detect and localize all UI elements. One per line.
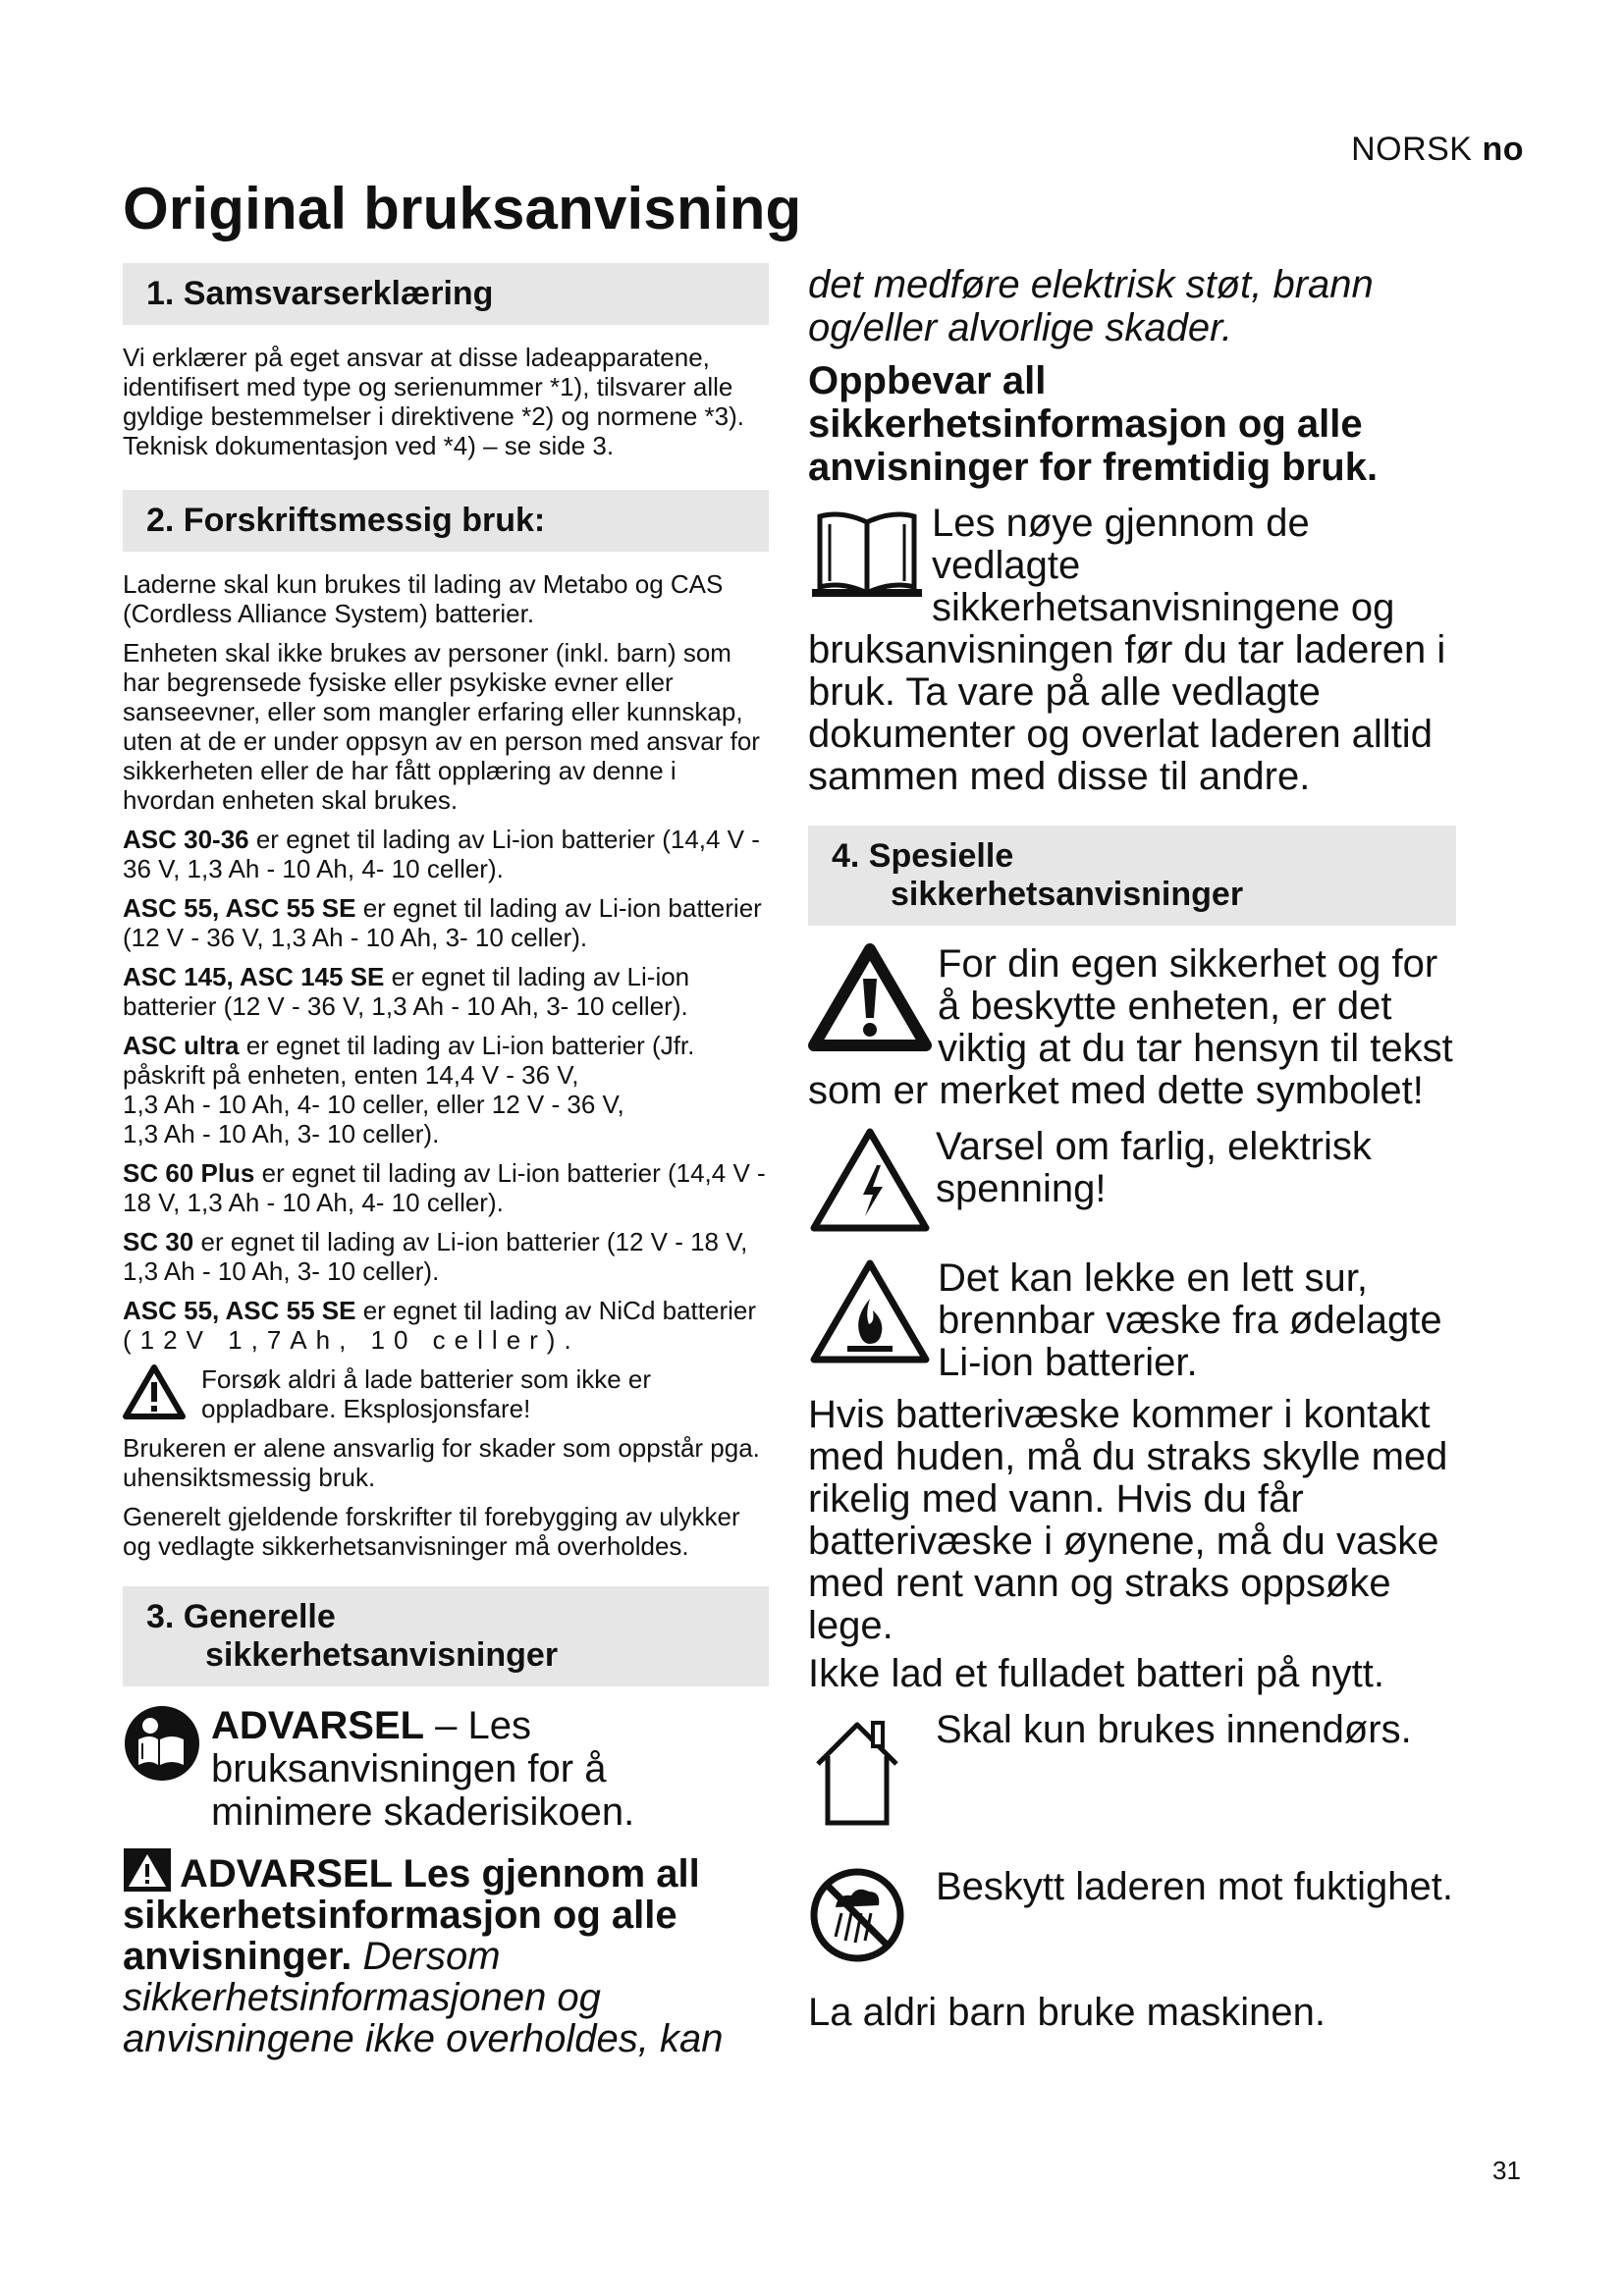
section-4-heading-rest: sikkerhetsanvisninger	[891, 876, 1244, 913]
warning-exclamation-icon	[123, 1847, 172, 1893]
model-paragraph	[123, 825, 769, 883]
warning-exclamation-icon	[123, 1364, 186, 1419]
model-name: ASC 30-36	[123, 825, 249, 854]
model-paragraph	[123, 893, 769, 952]
section-2-heading: 2. Forskriftsmessig bruk:	[123, 490, 769, 552]
section-4-heading-num: 4. Spesielle	[832, 837, 1014, 875]
model-paragraph	[123, 962, 769, 1021]
explosion-warning-text: Forsøk aldri å lade batterier som ikke er oppladbare. Eksplosjonsfare!	[201, 1364, 652, 1423]
indoor-use-note	[808, 1709, 1456, 1827]
advarsel-2-italic: Dersom sikkerhetsinformasjonen og anvisningene ikke overholdes, kan	[123, 1935, 724, 2060]
manual-book-icon	[808, 503, 926, 601]
safety-symbol-text: For din egen sikkerhet og for å beskytte enheten, er det viktig at du tar hensyn til tekst som er merket med dette symbolet!	[808, 942, 1453, 1112]
continued-italic: det medføre elektrisk støt, brann og/eller alvorlige skader.	[808, 263, 1374, 349]
model-paragraph	[123, 1296, 769, 1325]
section-3-heading-rest: sikkerhetsanvisninger	[205, 1636, 559, 1674]
right-column	[808, 263, 1456, 2040]
advarsel-1-text: – Les bruksanvisningen for å minimere skaderisikoen.	[211, 1704, 635, 1834]
section-3-heading-num: 3. Generelle	[146, 1598, 336, 1635]
children-note: La aldri barn bruke maskinen.	[808, 1991, 1326, 2034]
explosion-warning	[123, 1364, 769, 1423]
language-label	[1351, 131, 1524, 169]
model-text: er egnet til lading av Li-ion batterier (12 V - 36 V, 1,3 Ah - 10 Ah, 3- 10 celler).	[123, 893, 762, 952]
advarsel-read-manual	[123, 1704, 769, 1834]
model-name: SC 30	[123, 1227, 194, 1256]
no-recharge-note: Ikke lad et fulladet batteri på nytt.	[808, 1652, 1385, 1695]
section-2-p4: Generelt gjeldende forskrifter til forebygging av ulykker og vedlagte sikkerhetsanvisninger må overholdes.	[123, 1502, 740, 1561]
read-manual-icon	[123, 1704, 201, 1783]
page-title: Original bruksanvisning	[123, 176, 802, 241]
voltage-warning-text: Varsel om farlig, elektrisk spenning!	[936, 1125, 1372, 1210]
language-name: NORSK	[1351, 131, 1473, 168]
warning-exclamation-icon	[808, 943, 932, 1051]
section-3-heading	[123, 1586, 769, 1686]
model-text: er egnet til lading av Li-ion batterier (14,4 V - 18 V, 1,3 Ah - 10 Ah, 4- 10 celler).	[123, 1158, 766, 1217]
advarsel-1-bold: ADVARSEL	[211, 1704, 425, 1747]
no-rain-icon	[808, 1866, 936, 1964]
left-column	[123, 263, 769, 2059]
read-documents-text: Les nøye gjennom de vedlagte sikkerhetsanvisningene og bruksanvisningen før du tar laderen i bruk. Ta vare på alle vedlagte dokumenter og overlat laderen alltid sammen med disse til andre.	[808, 502, 1446, 798]
model-text: er egnet til lading av Li-ion batterier (12 V - 36 V, 1,3 Ah - 10 Ah, 3- 10 celler).	[123, 962, 690, 1021]
section-1-heading: 1. Samsvarserklæring	[123, 263, 769, 325]
advarsel-2-bold: ADVARSEL Les gjennom all sikkerhetsinformasjon og alle anvisninger.	[123, 1852, 700, 1978]
section-1-text: Vi erklærer på eget ansvar at disse ladeapparatene, identifisert med type og serienummer *1), tilsvarer alle gyldige bestemmelser i direktivene *2) og normene *3). Teknisk dokumentasjon ved *4) – se side 3.	[123, 343, 744, 460]
safety-symbol-note	[808, 943, 1456, 1112]
model-paragraph	[123, 1158, 769, 1217]
model-name: ASC ultra	[123, 1031, 240, 1060]
section-2-p2: Enheten skal ikke brukes av personer (inkl. barn) som har begrensede fysiske eller psykiske evner eller sanseevner, eller som mangler erfaring eller kunnskap, uten at de er under oppsyn av en person med ansvar for sikkerheten eller de har fått opplæring av denne i hvordan enheten skal brukes.	[123, 638, 760, 815]
moisture-note	[808, 1866, 1456, 1964]
model-text: er egnet til lading av Li-ion batterier (14,4 V - 36 V, 1,3 Ah - 10 Ah, 4- 10 celler).	[123, 825, 760, 883]
flammable-warning	[808, 1257, 1456, 1384]
indoor-use-text: Skal kun brukes innendørs.	[936, 1708, 1412, 1751]
nicd-spec: (12V 1,7Ah, 10 celler).	[123, 1325, 580, 1355]
electric-shock-icon	[808, 1126, 936, 1234]
model-name: ASC 145, ASC 145 SE	[123, 962, 385, 991]
section-4-heading	[808, 826, 1456, 926]
moisture-text: Beskytt laderen mot fuktighet.	[936, 1865, 1453, 1908]
keep-instructions: Oppbevar all sikkerhetsinformasjon og alle anvisninger for fremtidig bruk.	[808, 359, 1379, 489]
flammable-icon	[808, 1257, 932, 1367]
model-text: er egnet til lading av Li-ion batterier (12 V - 18 V, 1,3 Ah - 10 Ah, 3- 10 celler).	[123, 1227, 748, 1286]
voltage-warning	[808, 1126, 1456, 1234]
indoor-house-icon	[808, 1709, 936, 1827]
section-2-p1: Laderne skal kun brukes til lading av Metabo og CAS (Cordless Alliance System) batterier.	[123, 569, 724, 628]
model-name: SC 60 Plus	[123, 1158, 255, 1188]
section-2-p3: Brukeren er alene ansvarlig for skader som oppstår pga. uhensiktsmessig bruk.	[123, 1433, 760, 1492]
model-name: ASC 55, ASC 55 SE	[123, 1296, 356, 1325]
model-text: er egnet til lading av NiCd batterier	[355, 1296, 757, 1325]
advarsel-all-info	[123, 1847, 769, 2059]
model-name: ASC 55, ASC 55 SE	[123, 893, 356, 923]
page-number: 31	[1492, 2156, 1521, 2185]
language-code: no	[1482, 131, 1524, 168]
model-paragraph	[123, 1031, 769, 1148]
model-text: er egnet til lading av Li-ion batterier (Jfr. påskrift på enheten, enten 14,4 V - 36 V, 1,3 Ah - 10 Ah, 4- 10 celler, eller 12 V - 36 V, 1,3 Ah - 10 Ah, 3- 10 celler).	[123, 1031, 695, 1148]
model-paragraph	[123, 1227, 769, 1286]
battery-fluid-advice: Hvis batterivæske kommer i kontakt med huden, må du straks skylle med rikelig med vann. Hvis du får batterivæske i øynene, må du vaske med rent vann og straks oppsøke lege.	[808, 1393, 1448, 1647]
read-documents	[808, 503, 1456, 798]
flammable-warning-text: Det kan lekke en lett sur, brennbar væske fra ødelagte Li-ion batterier.	[938, 1256, 1442, 1384]
